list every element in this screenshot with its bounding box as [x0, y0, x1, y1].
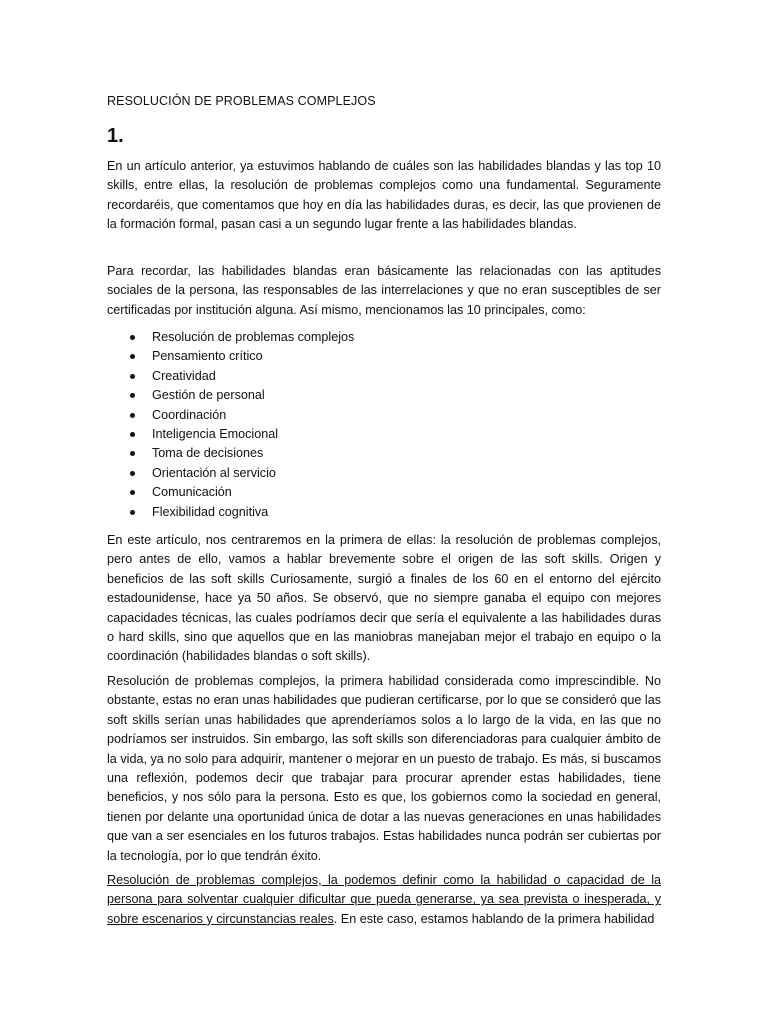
bullet-icon	[130, 413, 135, 418]
definition-continuation: . En este caso, estamos hablando de la primera habilidad	[333, 911, 655, 926]
list-item: Toma de decisiones	[130, 444, 354, 463]
section-heading: 1.	[107, 125, 124, 147]
bullet-icon	[130, 490, 135, 495]
bullet-icon	[130, 432, 135, 437]
bullet-icon	[130, 354, 135, 359]
list-item: Flexibilidad cognitiva	[130, 503, 354, 522]
definition-underlined: Resolución de problemas complejos, la podemos definir como la habilidad o capacidad de la persona para solventar cualquier dificultar que pueda generarse, ya sea prevista o inesperada, y sobre escenarios y circunstancias reales	[107, 873, 661, 926]
list-item: Inteligencia Emocional	[130, 425, 354, 444]
list-item: Comunicación	[130, 483, 354, 502]
bullet-icon	[130, 374, 135, 379]
paragraph-recap: Para recordar, las habilidades blandas eran básicamente las relacionadas con las aptitudes sociales de la persona, las responsables de las interrelaciones y que no eran susceptibles de ser certificadas por institución alguna. Así mismo, mencionamos las 10 principales, como:	[107, 264, 661, 317]
bullet-icon	[130, 451, 135, 456]
document-title: RESOLUCIÓN DE PROBLEMAS COMPLEJOS	[107, 94, 376, 108]
bullet-icon	[130, 510, 135, 515]
bullet-icon	[130, 335, 135, 340]
paragraph-definition	[107, 871, 661, 929]
list-item: Gestión de personal	[130, 386, 354, 405]
list-item: Resolución de problemas complejos	[130, 328, 354, 347]
soft-skills-list	[130, 328, 354, 522]
list-item: Orientación al servicio	[130, 464, 354, 483]
paragraph-intro: En un artículo anterior, ya estuvimos hablando de cuáles son las habilidades blandas y las top 10 skills, entre ellas, la resolución de problemas complejos como una fundamental. Seguramente recordaréis, que comentamos que hoy en día las habilidades duras, es decir, las que provienen de la formación formal, pasan casi a un segundo lugar frente a las habilidades blandas.	[107, 159, 661, 232]
list-item: Creatividad	[130, 367, 354, 386]
list-item: Pensamiento crítico	[130, 347, 354, 366]
list-item: Coordinación	[130, 406, 354, 425]
paragraph-origin: En este artículo, nos centraremos en la primera de ellas: la resolución de problemas complejos, pero antes de ello, vamos a hablar brevemente sobre el origen de las soft skills. Origen y beneficios de las soft skills Curiosamente, surgió a finales de los 60 en el entorno del ejército estadounidense, hace ya 50 años. Se observó, que no siempre ganaba el equipo con mejores capacidades técnicas, las cuales podríamos decir que sería el equivalente a las habilidades duras o hard skills, sino que aquellos que en las maniobras manejaban mejor el trabajo en equipo o la coordinación (habilidades blandas o soft skills).	[107, 533, 661, 664]
bullet-icon	[130, 393, 135, 398]
bullet-icon	[130, 471, 135, 476]
paragraph-importance: Resolución de problemas complejos, la primera habilidad considerada como imprescindible. No obstante, estas no eran unas habilidades que pudieran certificarse, por lo que se consideró que las soft skills serían unas habilidades que aprenderíamos solos a lo largo de la vida, en las que no podríamos ser instruidos. Sin embargo, las soft skills son diferenciadoras para cualquier ámbito de la vida, ya no solo para adquirir, mantener o mejorar en un puesto de trabajo. Es más, si buscamos una reflexión, podemos decir que trabajar para procurar aprender estas habilidades, tiene beneficios, y nos sólo para la persona. Esto es que, los gobiernos como la sociedad en general, tienen por delante una oportunidad única de dotar a las nuevas generaciones en unas habilidades que van a ser esenciales en los futuros trabajos. Estas habilidades nunca podrán ser cubiertas por la tecnología, por lo que tendrán éxito.	[107, 674, 661, 863]
